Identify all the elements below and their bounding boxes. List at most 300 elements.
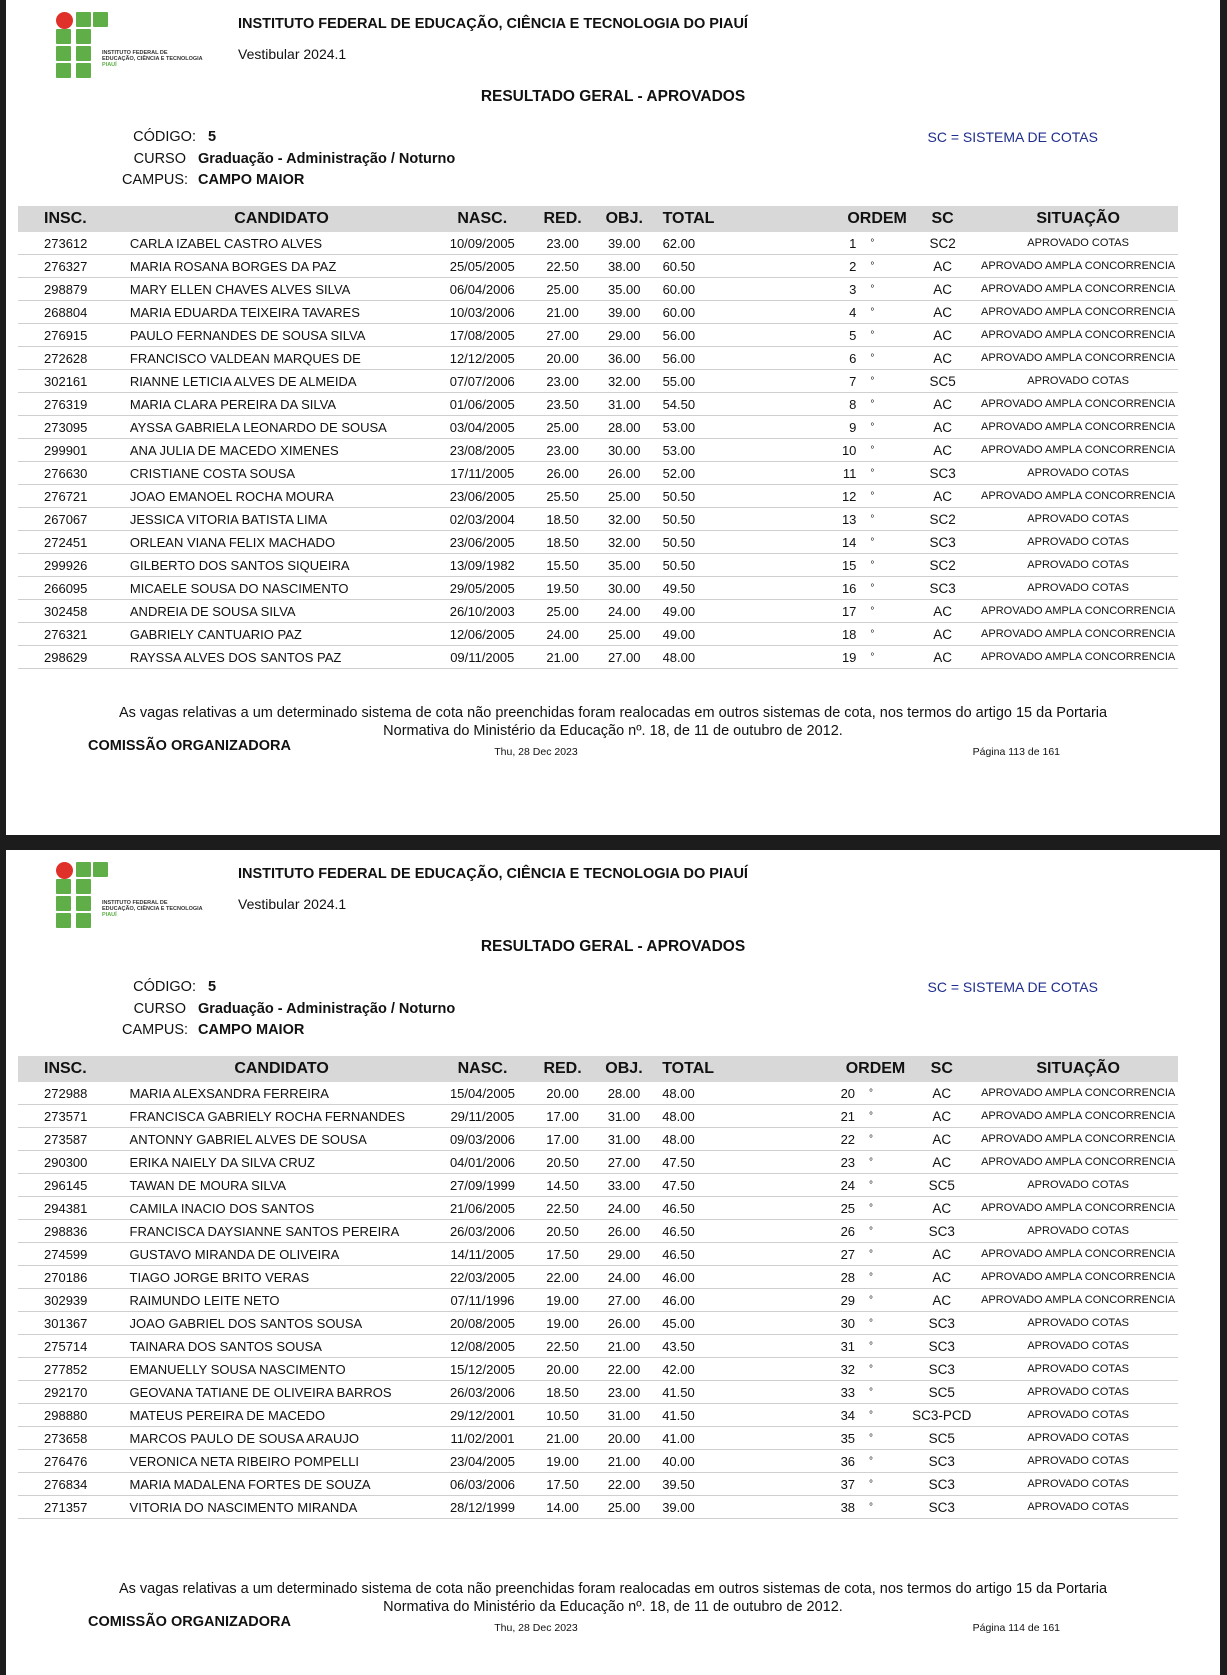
quota-system-cell: SC3 xyxy=(905,1312,978,1335)
total-score-cell: 46.50 xyxy=(654,1243,731,1266)
situation-cell: APROVADO AMPLA CONCORRENCIA xyxy=(978,600,1178,623)
candidate-name-cell: MARIA ROSANA BORGES DA PAZ xyxy=(124,255,433,278)
insc-cell: 302161 xyxy=(18,370,124,393)
quota-system-cell: SC2 xyxy=(907,232,978,255)
obj-score-cell: 39.00 xyxy=(594,232,655,255)
total-score-cell: 47.50 xyxy=(654,1151,731,1174)
total-score-cell: 45.00 xyxy=(654,1312,731,1335)
table-row xyxy=(18,324,1178,347)
birth-date-cell: 21/06/2005 xyxy=(434,1197,532,1220)
order-degree-cell: ° xyxy=(855,1220,905,1243)
candidate-name-cell: AYSSA GABRIELA LEONARDO DE SOUSA xyxy=(124,416,433,439)
birth-date-cell: 07/07/2006 xyxy=(433,370,531,393)
birth-date-cell: 09/11/2005 xyxy=(433,646,531,669)
candidate-name-cell: MARY ELLEN CHAVES ALVES SILVA xyxy=(124,278,433,301)
red-score-cell: 15.50 xyxy=(531,554,594,577)
table-row xyxy=(18,1496,1178,1519)
candidate-name-cell: GUSTAVO MIRANDA DE OLIVEIRA xyxy=(124,1243,434,1266)
insc-cell: 268804 xyxy=(18,301,124,324)
order-degree-cell: ° xyxy=(856,600,906,623)
order-degree-cell: ° xyxy=(856,232,906,255)
column-header: SC xyxy=(905,1056,978,1082)
quota-system-cell: SC3 xyxy=(905,1358,978,1381)
candidate-name-cell: MARIA ALEXSANDRA FERREIRA xyxy=(124,1082,434,1105)
situation-cell: APROVADO COTAS xyxy=(978,1450,1178,1473)
situation-cell: APROVADO AMPLA CONCORRENCIA xyxy=(978,255,1178,278)
obj-score-cell: 27.00 xyxy=(594,1151,654,1174)
quota-system-cell: SC3 xyxy=(905,1473,978,1496)
candidate-name-cell: ANDREIA DE SOUSA SILVA xyxy=(124,600,433,623)
result-title: RESULTADO GERAL - APROVADOS xyxy=(480,88,746,105)
birth-date-cell: 15/12/2005 xyxy=(434,1358,532,1381)
commission-label: COMISSÃO ORGANIZADORA xyxy=(88,738,291,754)
quota-system-cell: AC xyxy=(907,301,978,324)
obj-score-cell: 22.00 xyxy=(594,1473,654,1496)
birth-date-cell: 07/11/1996 xyxy=(434,1289,532,1312)
situation-cell: APROVADO COTAS xyxy=(978,1427,1178,1450)
quota-system-cell: AC xyxy=(905,1243,978,1266)
column-header: CANDIDATO xyxy=(124,1056,434,1082)
birth-date-cell: 26/03/2006 xyxy=(434,1381,532,1404)
total-score-cell: 53.00 xyxy=(655,416,732,439)
total-score-cell: 49.50 xyxy=(655,577,732,600)
order-cell: 16 xyxy=(732,577,857,600)
insc-cell: 298629 xyxy=(18,646,124,669)
red-score-cell: 19.00 xyxy=(531,1450,593,1473)
situation-cell: APROVADO COTAS xyxy=(978,1312,1178,1335)
situation-cell: APROVADO COTAS xyxy=(978,508,1178,531)
total-score-cell: 46.50 xyxy=(654,1220,731,1243)
document-page xyxy=(6,0,1220,835)
obj-score-cell: 32.00 xyxy=(594,531,655,554)
results-table xyxy=(18,1056,1178,1519)
situation-cell: APROVADO AMPLA CONCORRENCIA xyxy=(978,1128,1178,1151)
birth-date-cell: 29/12/2001 xyxy=(434,1404,532,1427)
total-score-cell: 49.00 xyxy=(655,600,732,623)
red-score-cell: 22.00 xyxy=(531,1266,593,1289)
table-row xyxy=(18,393,1178,416)
candidate-name-cell: ANTONNY GABRIEL ALVES DE SOUSA xyxy=(124,1128,434,1151)
quota-system-cell: AC xyxy=(905,1128,978,1151)
insc-cell: 276915 xyxy=(18,324,124,347)
birth-date-cell: 27/09/1999 xyxy=(434,1174,532,1197)
red-score-cell: 20.50 xyxy=(531,1220,593,1243)
order-degree-cell: ° xyxy=(856,554,906,577)
obj-score-cell: 25.00 xyxy=(594,1496,654,1519)
column-header: INSC. xyxy=(18,1056,124,1082)
order-degree-cell: ° xyxy=(855,1082,905,1105)
total-score-cell: 42.00 xyxy=(654,1358,731,1381)
table-row xyxy=(18,1220,1178,1243)
candidate-name-cell: FRANCISCO VALDEAN MARQUES DE xyxy=(124,347,433,370)
quota-system-cell: SC2 xyxy=(907,554,978,577)
candidate-name-cell: JOAO EMANOEL ROCHA MOURA xyxy=(124,485,433,508)
table-row xyxy=(18,370,1178,393)
column-header: SC xyxy=(907,206,978,232)
column-header: ORDEM xyxy=(732,206,907,232)
order-cell: 24 xyxy=(731,1174,855,1197)
obj-score-cell: 28.00 xyxy=(594,1082,654,1105)
obj-score-cell: 32.00 xyxy=(594,370,655,393)
document-page xyxy=(6,850,1220,1675)
birth-date-cell: 26/10/2003 xyxy=(433,600,531,623)
table-row xyxy=(18,1381,1178,1404)
candidate-name-cell: CARLA IZABEL CASTRO ALVES xyxy=(124,232,433,255)
insc-cell: 267067 xyxy=(18,508,124,531)
table-row xyxy=(18,347,1178,370)
quota-system-cell: SC3 xyxy=(907,577,978,600)
total-score-cell: 47.50 xyxy=(654,1174,731,1197)
obj-score-cell: 24.00 xyxy=(594,1266,654,1289)
order-degree-cell: ° xyxy=(855,1289,905,1312)
birth-date-cell: 20/08/2005 xyxy=(434,1312,532,1335)
obj-score-cell: 35.00 xyxy=(594,554,655,577)
candidate-name-cell: MARIA CLARA PEREIRA DA SILVA xyxy=(124,393,433,416)
candidate-name-cell: RAYSSA ALVES DOS SANTOS PAZ xyxy=(124,646,433,669)
order-degree-cell: ° xyxy=(855,1381,905,1404)
order-cell: 10 xyxy=(732,439,857,462)
birth-date-cell: 29/11/2005 xyxy=(434,1105,532,1128)
order-degree-cell: ° xyxy=(856,255,906,278)
birth-date-cell: 12/06/2005 xyxy=(433,623,531,646)
quota-system-cell: AC xyxy=(905,1151,978,1174)
situation-cell: APROVADO COTAS xyxy=(978,1358,1178,1381)
total-score-cell: 60.00 xyxy=(655,301,732,324)
insc-cell: 276327 xyxy=(18,255,124,278)
red-score-cell: 23.00 xyxy=(531,439,594,462)
obj-score-cell: 32.00 xyxy=(594,508,655,531)
red-score-cell: 18.50 xyxy=(531,508,594,531)
order-cell: 31 xyxy=(731,1335,855,1358)
candidate-name-cell: MARIA MADALENA FORTES DE SOUZA xyxy=(124,1473,434,1496)
order-cell: 14 xyxy=(732,531,857,554)
red-score-cell: 14.00 xyxy=(531,1496,593,1519)
order-cell: 27 xyxy=(731,1243,855,1266)
table-row xyxy=(18,462,1178,485)
red-score-cell: 18.50 xyxy=(531,531,594,554)
candidate-name-cell: JOAO GABRIEL DOS SANTOS SOUSA xyxy=(124,1312,434,1335)
birth-date-cell: 11/02/2001 xyxy=(434,1427,532,1450)
quota-system-cell: SC5 xyxy=(907,370,978,393)
institution-title: INSTITUTO FEDERAL DE EDUCAÇÃO, CIÊNCIA E TECNOLOGIA DO PIAUÍ xyxy=(238,16,748,32)
red-score-cell: 23.00 xyxy=(531,370,594,393)
column-header: SITUAÇÃO xyxy=(978,1056,1178,1082)
order-cell: 15 xyxy=(732,554,857,577)
order-degree-cell: ° xyxy=(856,485,906,508)
candidate-name-cell: MARCOS PAULO DE SOUSA ARAUJO xyxy=(124,1427,434,1450)
insc-cell: 276321 xyxy=(18,623,124,646)
candidate-name-cell: ANA JULIA DE MACEDO XIMENES xyxy=(124,439,433,462)
total-score-cell: 55.00 xyxy=(655,370,732,393)
red-score-cell: 23.50 xyxy=(531,393,594,416)
order-degree-cell: ° xyxy=(855,1151,905,1174)
quota-system-cell: SC5 xyxy=(905,1427,978,1450)
column-header: ORDEM xyxy=(731,1056,905,1082)
sc-legend: SC = SISTEMA DE COTAS xyxy=(927,129,1098,145)
quota-system-cell: AC xyxy=(907,646,978,669)
quota-system-cell: AC xyxy=(907,278,978,301)
red-score-cell: 20.00 xyxy=(531,347,594,370)
quota-system-cell: AC xyxy=(905,1197,978,1220)
quota-system-cell: AC xyxy=(907,255,978,278)
table-row xyxy=(18,1105,1178,1128)
order-cell: 17 xyxy=(732,600,857,623)
insc-cell: 294381 xyxy=(18,1197,124,1220)
exam-name: Vestibular 2024.1 xyxy=(238,46,347,62)
total-score-cell: 48.00 xyxy=(654,1128,731,1151)
campus-row: CAMPUS: CAMPO MAIOR xyxy=(122,172,305,188)
red-score-cell: 19.00 xyxy=(531,1312,593,1335)
order-cell: 21 xyxy=(731,1105,855,1128)
red-score-cell: 24.00 xyxy=(531,623,594,646)
order-degree-cell: ° xyxy=(855,1312,905,1335)
total-score-cell: 54.50 xyxy=(655,393,732,416)
total-score-cell: 40.00 xyxy=(654,1450,731,1473)
birth-date-cell: 01/06/2005 xyxy=(433,393,531,416)
red-score-cell: 17.00 xyxy=(531,1105,593,1128)
situation-cell: APROVADO AMPLA CONCORRENCIA xyxy=(978,301,1178,324)
column-header: INSC. xyxy=(18,206,124,232)
birth-date-cell: 22/03/2005 xyxy=(434,1266,532,1289)
red-score-cell: 20.50 xyxy=(531,1151,593,1174)
quota-system-cell: SC5 xyxy=(905,1381,978,1404)
obj-score-cell: 25.00 xyxy=(594,623,655,646)
red-score-cell: 21.00 xyxy=(531,1427,593,1450)
red-score-cell: 20.00 xyxy=(531,1082,593,1105)
logo-red-dot xyxy=(56,12,73,29)
order-cell: 36 xyxy=(731,1450,855,1473)
situation-cell: APROVADO AMPLA CONCORRENCIA xyxy=(978,416,1178,439)
red-score-cell: 17.00 xyxy=(531,1128,593,1151)
situation-cell: APROVADO COTAS xyxy=(978,554,1178,577)
order-degree-cell: ° xyxy=(855,1473,905,1496)
quota-system-cell: SC2 xyxy=(907,508,978,531)
table-row xyxy=(18,1082,1178,1105)
obj-score-cell: 25.00 xyxy=(594,485,655,508)
table-row xyxy=(18,623,1178,646)
table-row xyxy=(18,439,1178,462)
institution-title: INSTITUTO FEDERAL DE EDUCAÇÃO, CIÊNCIA E TECNOLOGIA DO PIAUÍ xyxy=(238,866,748,882)
quota-system-cell: SC3 xyxy=(905,1450,978,1473)
column-header: TOTAL xyxy=(654,1056,731,1082)
situation-cell: APROVADO AMPLA CONCORRENCIA xyxy=(978,1243,1178,1266)
table-row xyxy=(18,646,1178,669)
birth-date-cell: 09/03/2006 xyxy=(434,1128,532,1151)
total-score-cell: 60.50 xyxy=(655,255,732,278)
table-row xyxy=(18,485,1178,508)
column-header: OBJ. xyxy=(594,206,655,232)
obj-score-cell: 31.00 xyxy=(594,1128,654,1151)
quota-system-cell: AC xyxy=(907,416,978,439)
situation-cell: APROVADO COTAS xyxy=(978,577,1178,600)
obj-score-cell: 33.00 xyxy=(594,1174,654,1197)
birth-date-cell: 29/05/2005 xyxy=(433,577,531,600)
column-header: OBJ. xyxy=(594,1056,654,1082)
order-cell: 2 xyxy=(732,255,857,278)
obj-score-cell: 27.00 xyxy=(594,1289,654,1312)
table-row xyxy=(18,1243,1178,1266)
table-row xyxy=(18,1335,1178,1358)
red-score-cell: 21.00 xyxy=(531,301,594,324)
total-score-cell: 41.50 xyxy=(654,1404,731,1427)
order-degree-cell: ° xyxy=(855,1358,905,1381)
birth-date-cell: 06/04/2006 xyxy=(433,278,531,301)
insc-cell: 298879 xyxy=(18,278,124,301)
birth-date-cell: 17/11/2005 xyxy=(433,462,531,485)
column-header: RED. xyxy=(531,206,594,232)
table-row xyxy=(18,1289,1178,1312)
situation-cell: APROVADO COTAS xyxy=(978,1381,1178,1404)
birth-date-cell: 04/01/2006 xyxy=(434,1151,532,1174)
candidate-name-cell: MICAELE SOUSA DO NASCIMENTO xyxy=(124,577,433,600)
situation-cell: APROVADO AMPLA CONCORRENCIA xyxy=(978,623,1178,646)
order-cell: 13 xyxy=(732,508,857,531)
birth-date-cell: 28/12/1999 xyxy=(434,1496,532,1519)
insc-cell: 290300 xyxy=(18,1151,124,1174)
quota-system-cell: SC3-PCD xyxy=(905,1404,978,1427)
table-row xyxy=(18,1450,1178,1473)
birth-date-cell: 23/04/2005 xyxy=(434,1450,532,1473)
obj-score-cell: 38.00 xyxy=(594,255,655,278)
situation-cell: APROVADO COTAS xyxy=(978,462,1178,485)
insc-cell: 299926 xyxy=(18,554,124,577)
total-score-cell: 46.00 xyxy=(654,1289,731,1312)
birth-date-cell: 10/03/2006 xyxy=(433,301,531,324)
red-score-cell: 19.00 xyxy=(531,1289,593,1312)
sc-legend: SC = SISTEMA DE COTAS xyxy=(927,979,1098,995)
red-score-cell: 10.50 xyxy=(531,1404,593,1427)
candidate-name-cell: JESSICA VITORIA BATISTA LIMA xyxy=(124,508,433,531)
order-degree-cell: ° xyxy=(855,1174,905,1197)
codigo-row: CÓDIGO: 5 xyxy=(133,979,217,995)
obj-score-cell: 29.00 xyxy=(594,324,655,347)
situation-cell: APROVADO AMPLA CONCORRENCIA xyxy=(978,1266,1178,1289)
order-cell: 5 xyxy=(732,324,857,347)
campus-row: CAMPUS: CAMPO MAIOR xyxy=(122,1022,305,1038)
situation-cell: APROVADO AMPLA CONCORRENCIA xyxy=(978,1151,1178,1174)
table-row xyxy=(18,554,1178,577)
order-degree-cell: ° xyxy=(856,347,906,370)
red-score-cell: 22.50 xyxy=(531,1335,593,1358)
obj-score-cell: 22.00 xyxy=(594,1358,654,1381)
commission-label: COMISSÃO ORGANIZADORA xyxy=(88,1614,291,1630)
table-row xyxy=(18,1197,1178,1220)
column-header: NASC. xyxy=(434,1056,532,1082)
situation-cell: APROVADO COTAS xyxy=(978,1220,1178,1243)
table-row xyxy=(18,1473,1178,1496)
insc-cell: 302939 xyxy=(18,1289,124,1312)
table-row xyxy=(18,232,1178,255)
table-row xyxy=(18,600,1178,623)
red-score-cell: 25.00 xyxy=(531,278,594,301)
situation-cell: APROVADO AMPLA CONCORRENCIA xyxy=(978,278,1178,301)
obj-score-cell: 39.00 xyxy=(594,301,655,324)
insc-cell: 292170 xyxy=(18,1381,124,1404)
page-number: Página 113 de 161 xyxy=(972,746,1060,758)
obj-score-cell: 26.00 xyxy=(594,1312,654,1335)
quota-system-cell: AC xyxy=(907,485,978,508)
total-score-cell: 49.00 xyxy=(655,623,732,646)
curso-row: CURSO Graduação - Administração / Noturno xyxy=(133,1001,456,1017)
order-degree-cell: ° xyxy=(855,1450,905,1473)
order-degree-cell: ° xyxy=(855,1335,905,1358)
quota-system-cell: AC xyxy=(907,347,978,370)
birth-date-cell: 23/06/2005 xyxy=(433,531,531,554)
total-score-cell: 62.00 xyxy=(655,232,732,255)
candidate-name-cell: FRANCISCA GABRIELY ROCHA FERNANDES xyxy=(124,1105,434,1128)
situation-cell: APROVADO AMPLA CONCORRENCIA xyxy=(978,1105,1178,1128)
total-score-cell: 53.00 xyxy=(655,439,732,462)
total-score-cell: 43.50 xyxy=(654,1335,731,1358)
table-row xyxy=(18,1151,1178,1174)
red-score-cell: 27.00 xyxy=(531,324,594,347)
obj-score-cell: 27.00 xyxy=(594,646,655,669)
insc-cell: 273612 xyxy=(18,232,124,255)
order-degree-cell: ° xyxy=(856,623,906,646)
red-score-cell: 26.00 xyxy=(531,462,594,485)
birth-date-cell: 15/04/2005 xyxy=(434,1082,532,1105)
insc-cell: 276721 xyxy=(18,485,124,508)
order-degree-cell: ° xyxy=(856,393,906,416)
birth-date-cell: 23/06/2005 xyxy=(433,485,531,508)
total-score-cell: 50.50 xyxy=(655,531,732,554)
obj-score-cell: 28.00 xyxy=(594,416,655,439)
candidate-name-cell: GEOVANA TATIANE DE OLIVEIRA BARROS xyxy=(124,1381,434,1404)
order-cell: 23 xyxy=(731,1151,855,1174)
situation-cell: APROVADO AMPLA CONCORRENCIA xyxy=(978,347,1178,370)
total-score-cell: 50.50 xyxy=(655,554,732,577)
order-degree-cell: ° xyxy=(855,1197,905,1220)
result-title: RESULTADO GERAL - APROVADOS xyxy=(480,938,746,955)
situation-cell: APROVADO AMPLA CONCORRENCIA xyxy=(978,393,1178,416)
situation-cell: APROVADO AMPLA CONCORRENCIA xyxy=(978,324,1178,347)
insc-cell: 272451 xyxy=(18,531,124,554)
table-row xyxy=(18,577,1178,600)
order-degree-cell: ° xyxy=(855,1496,905,1519)
total-score-cell: 46.50 xyxy=(654,1197,731,1220)
red-score-cell: 21.00 xyxy=(531,646,594,669)
red-score-cell: 22.50 xyxy=(531,255,594,278)
red-score-cell: 23.00 xyxy=(531,232,594,255)
situation-cell: APROVADO COTAS xyxy=(978,232,1178,255)
obj-score-cell: 30.00 xyxy=(594,439,655,462)
curso-row: CURSO Graduação - Administração / Noturno xyxy=(133,151,456,167)
order-cell: 6 xyxy=(732,347,857,370)
order-degree-cell: ° xyxy=(855,1404,905,1427)
candidate-name-cell: CRISTIANE COSTA SOUSA xyxy=(124,462,433,485)
obj-score-cell: 24.00 xyxy=(594,1197,654,1220)
candidate-name-cell: VERONICA NETA RIBEIRO POMPELLI xyxy=(124,1450,434,1473)
table-row xyxy=(18,278,1178,301)
column-header: SITUAÇÃO xyxy=(978,206,1178,232)
order-cell: 28 xyxy=(731,1266,855,1289)
obj-score-cell: 30.00 xyxy=(594,577,655,600)
order-degree-cell: ° xyxy=(856,301,906,324)
birth-date-cell: 25/05/2005 xyxy=(433,255,531,278)
quota-system-cell: SC3 xyxy=(907,531,978,554)
quota-system-cell: AC xyxy=(907,439,978,462)
results-table xyxy=(18,206,1178,669)
table-row xyxy=(18,1312,1178,1335)
candidate-name-cell: VITORIA DO NASCIMENTO MIRANDA xyxy=(124,1496,434,1519)
red-score-cell: 19.50 xyxy=(531,577,594,600)
total-score-cell: 41.00 xyxy=(654,1427,731,1450)
table-row xyxy=(18,1404,1178,1427)
quota-system-cell: AC xyxy=(907,324,978,347)
order-cell: 33 xyxy=(731,1381,855,1404)
table-row xyxy=(18,1266,1178,1289)
situation-cell: APROVADO AMPLA CONCORRENCIA xyxy=(978,1197,1178,1220)
